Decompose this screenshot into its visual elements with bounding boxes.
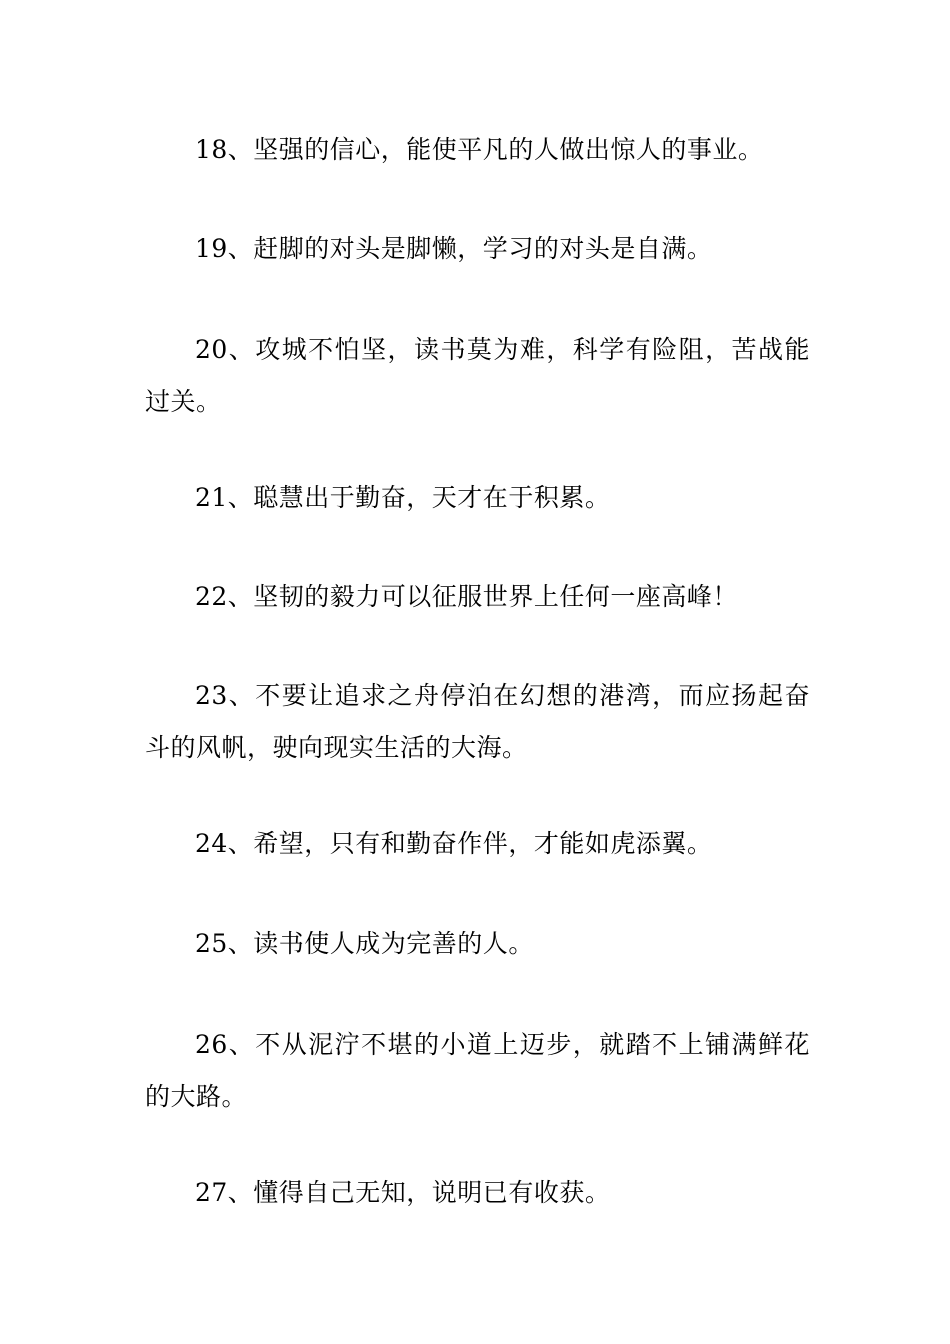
quote-paragraph-24: 24、希望，只有和勤奋作伴，才能如虎添翼。 [195,829,713,858]
quote-paragraph-19: 19、赶脚的对头是脚懒，学习的对头是自满。 [195,234,713,263]
quote-paragraph-21: 21、聪慧出于勤奋，天才在于积累。 [195,483,611,512]
quote-paragraph-22: 22、坚韧的毅力可以征服世界上任何一座高峰！ [195,582,738,611]
quote-paragraph-18: 18、坚强的信心，能使平凡的人做出惊人的事业。 [195,135,764,164]
quote-paragraph-27: 27、懂得自己无知，说明已有收获。 [195,1178,611,1207]
quote-paragraph-26: 26、不从泥泞不堪的小道上迈步，就踏不上铺满鲜花的大路。 [145,1030,810,1111]
quote-paragraph-25: 25、读书使人成为完善的人。 [195,929,534,958]
quote-paragraph-23: 23、不要让追求之舟停泊在幻想的港湾，而应扬起奋斗的风帆，驶向现实生活的大海。 [145,681,810,762]
quote-paragraph-20: 20、攻城不怕坚，读书莫为难，科学有险阻，苦战能过关。 [145,335,810,416]
